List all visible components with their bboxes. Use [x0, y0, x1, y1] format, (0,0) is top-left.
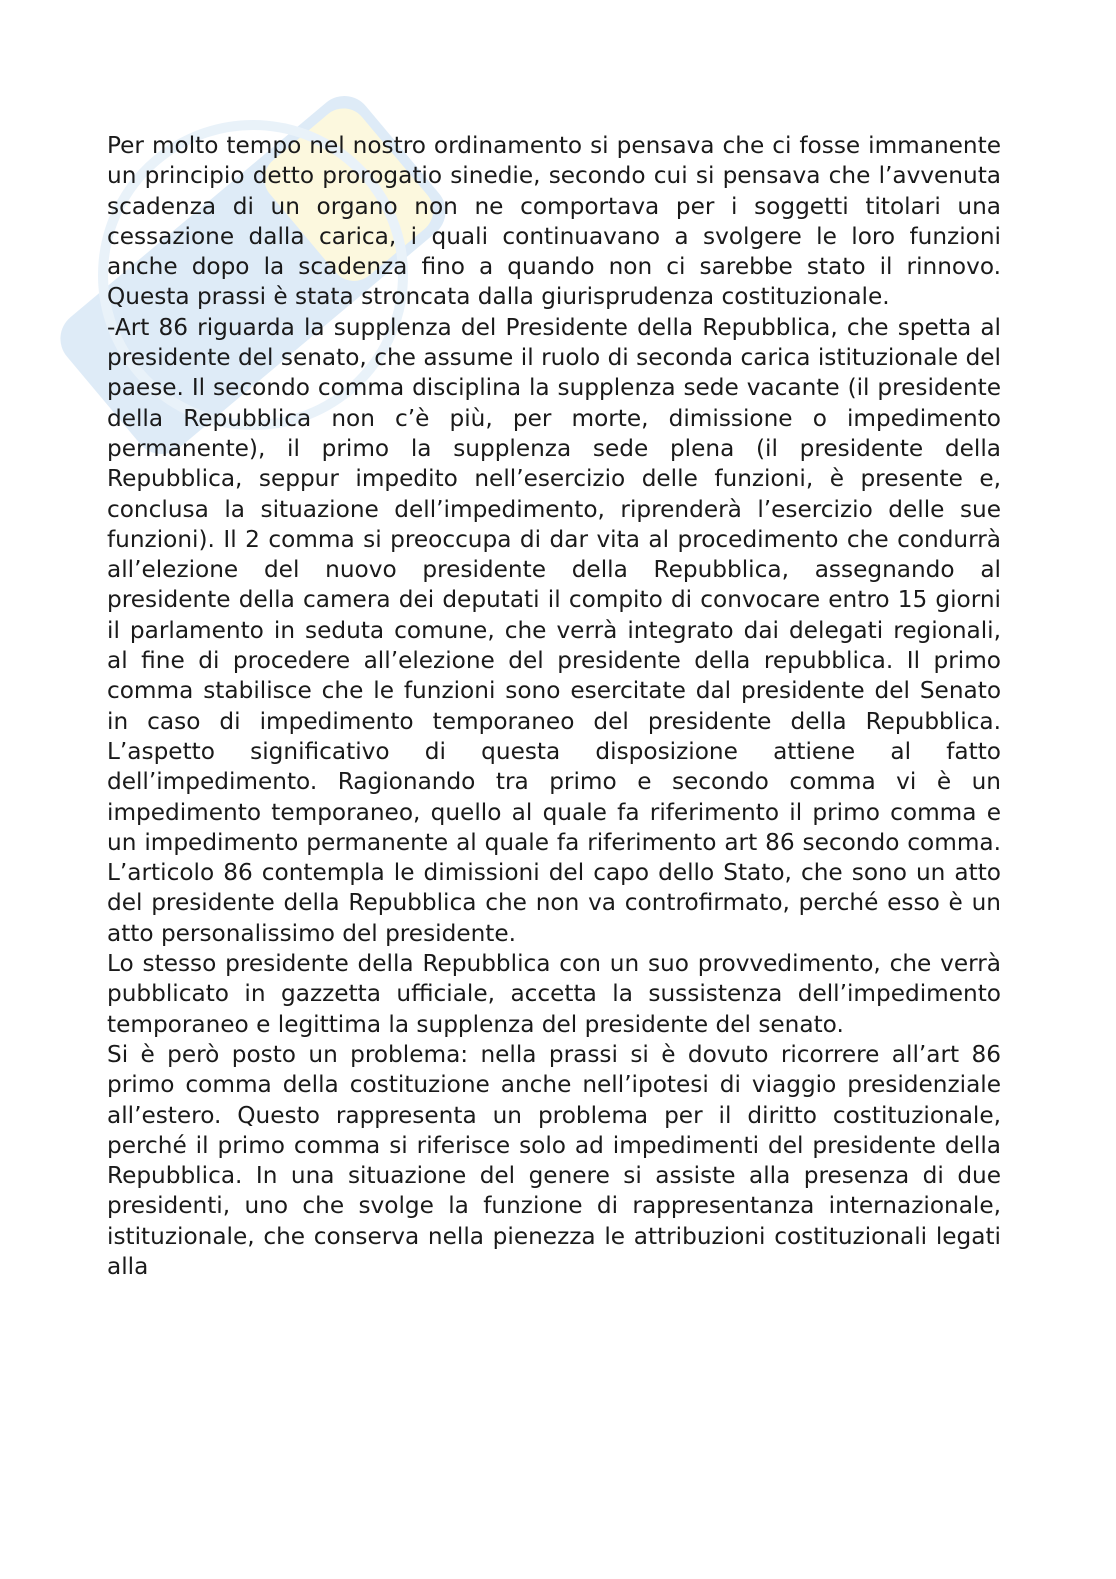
paragraph: -Art 86 riguarda la supplenza del Presidente della Repubblica, che spetta al presidente del senato, che assume il ruolo di seconda carica istituzionale del paese. Il secondo comma disciplina la supplenza sede vacante (il presidente della Repubblica non c’è più, per morte, dimissione o impedimento permanente), il primo la supplenza sede plena (il presidente della Repubblica, seppur impedito nell’esercizio delle funzioni, è presente e, conclusa la situazione dell’impedimento, riprenderà l’esercizio delle sue funzioni). Il 2 comma si preoccupa di dar vita al procedimento che condurrà all’elezione del nuovo presidente della Repubblica, assegnando al presidente della camera dei deputati il compito di convocare entro 15 giorni il parlamento in seduta comune, che verrà integrato dai delegati regionali, al fine di procedere all’elezione del presidente della repubblica. Il primo comma stabilisce che le funzioni sono esercitate dal presidente del Senato in caso di impedimento temporaneo del presidente della Repubblica. L’aspetto significativo di questa disposizione attiene al fatto dell’impedimento. Ragionando tra primo e secondo comma vi è un impedimento temporaneo, quello al quale fa riferimento il primo comma e un impedimento permanente al quale fa riferimento art 86 secondo comma. L’articolo 86 contempla le dimissioni del capo dello Stato, che sono un atto del presidente della Repubblica che non va controfirmato, perché esso è un atto personalissimo del presidente.: [107, 313, 1001, 947]
paragraph: Si è però posto un problema: nella prassi si è dovuto ricorrere all’art 86 primo comma della costituzione anche nell’ipotesi di viaggio presidenziale all’estero. Questo rappresenta un problema per il diritto costituzionale, perché il primo comma si riferisce solo ad impedimenti del presidente della Repubblica. In una situazione del genere si assiste alla presenza di due presidenti, uno che svolge la funzione di rappresentanza internazionale, istituzionale, che conserva nella pienezza le attribuzioni costituzionali legati alla: [107, 1040, 1001, 1280]
paragraph: Lo stesso presidente della Repubblica con un suo provvedimento, che verrà pubblicato in gazzetta ufficiale, accetta la sussistenza dell’impedimento temporaneo e legittima la supplenza del presidente del senato.: [107, 950, 1001, 1038]
document-body: [107, 131, 1001, 1282]
paragraph: Per molto tempo nel nostro ordinamento si pensava che ci fosse immanente un principio detto prorogatio sinedie, secondo cui si pensava che l’avvenuta scadenza di un organo non ne comportava per i soggetti titolari una cessazione dalla carica, i quali continuavano a svolgere le loro funzioni anche dopo la scadenza fino a quando non ci sarebbe stato il rinnovo. Questa prassi è stata stroncata dalla giurisprudenza costituzionale.: [107, 132, 1001, 311]
